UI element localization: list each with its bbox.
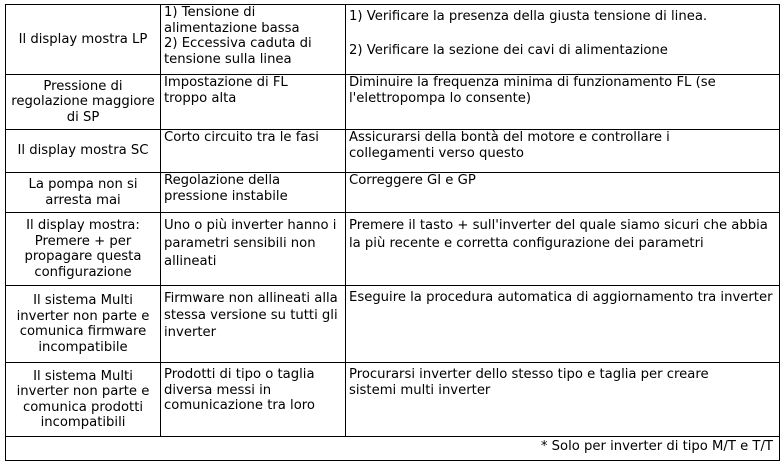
solution-cell bbox=[346, 130, 780, 173]
footnote-row bbox=[6, 437, 780, 461]
cause-text: Firmware non allineati alla stessa versione su tutti gli inverter bbox=[164, 291, 338, 340]
cause-cell bbox=[161, 130, 346, 173]
solution-text: Premere il tasto + sull'inverter del quale siamo sicuri che abbia la più recente e corretta configurazione dei parametri bbox=[349, 218, 768, 251]
solution-text: Diminuire la frequenza minima di funzionamento FL (se l'elettropompa lo consente) bbox=[349, 75, 716, 106]
solution-text: Eseguire la procedura automatica di aggiornamento tra inverter bbox=[349, 290, 773, 305]
cause-cell bbox=[161, 5, 346, 75]
solution-cell bbox=[346, 5, 780, 75]
solution-text: Assicurarsi della bontà del motore e controllare i collegamenti verso questo bbox=[349, 130, 670, 161]
cause-text: Regolazione della pressione instabile bbox=[164, 173, 288, 204]
solution-text: 2) Verificare la sezione dei cavi di alimentazione bbox=[349, 42, 668, 58]
cause-cell bbox=[161, 213, 346, 286]
cause-text: 1) Tensione di alimentazione bassa bbox=[164, 5, 300, 36]
symptom-text: Il display mostra LP bbox=[18, 31, 148, 47]
table-row bbox=[6, 75, 780, 130]
spacer bbox=[349, 25, 776, 43]
cause-text: Corto circuito tra le fasi bbox=[164, 130, 319, 145]
table-row bbox=[6, 286, 780, 363]
solution-cell bbox=[346, 363, 780, 437]
solution-text: 1) Verificare la presenza della giusta tensione di linea. bbox=[349, 9, 708, 24]
footnote-text: * Solo per inverter di tipo M/T e T/T bbox=[540, 439, 773, 454]
solution-text: Procurarsi inverter dello stesso tipo e taglia per creare sistemi multi inverter bbox=[349, 367, 709, 398]
cause-cell bbox=[161, 75, 346, 130]
cause-cell bbox=[161, 286, 346, 363]
table-row bbox=[6, 5, 780, 75]
symptom-cell bbox=[6, 130, 161, 173]
cause-text: Prodotti di tipo o taglia diversa messi in comunicazione tra loro bbox=[164, 367, 315, 413]
solution-cell bbox=[346, 75, 780, 130]
cause-text: Impostazione di FL troppo alta bbox=[164, 75, 288, 106]
table-row bbox=[6, 173, 780, 213]
table-row bbox=[6, 363, 780, 437]
symptom-text: Pressione di regolazione maggiore di SP bbox=[11, 78, 155, 125]
table-row bbox=[6, 130, 780, 173]
symptom-text: Il sistema Multi inverter non parte e comunica firmware incompatibile bbox=[16, 293, 150, 355]
symptom-cell bbox=[6, 173, 161, 213]
footnote-cell bbox=[6, 437, 780, 461]
troubleshooting-table bbox=[5, 4, 780, 461]
symptom-text: Il display mostra SC bbox=[17, 143, 149, 159]
symptom-text: Il sistema Multi inverter non parte e comunica prodotti incompatibili bbox=[16, 368, 150, 430]
solution-cell bbox=[346, 213, 780, 286]
cause-cell bbox=[161, 363, 346, 437]
cause-text: Uno o più inverter hanno i parametri sensibili non allineati bbox=[164, 218, 337, 269]
symptom-cell bbox=[6, 363, 161, 437]
symptom-cell bbox=[6, 213, 161, 286]
symptom-text: La pompa non si arresta mai bbox=[28, 177, 138, 208]
solution-cell bbox=[346, 173, 780, 213]
solution-text: Correggere GI e GP bbox=[349, 173, 476, 188]
cause-text: 2) Eccessiva caduta di tensione sulla linea bbox=[164, 36, 312, 67]
symptom-cell bbox=[6, 75, 161, 130]
solution-cell bbox=[346, 286, 780, 363]
symptom-text: Il display mostra: Premere + per propagare questa configurazione bbox=[24, 218, 142, 280]
cause-cell bbox=[161, 173, 346, 213]
symptom-cell bbox=[6, 286, 161, 363]
table-row bbox=[6, 213, 780, 286]
symptom-cell bbox=[6, 5, 161, 75]
